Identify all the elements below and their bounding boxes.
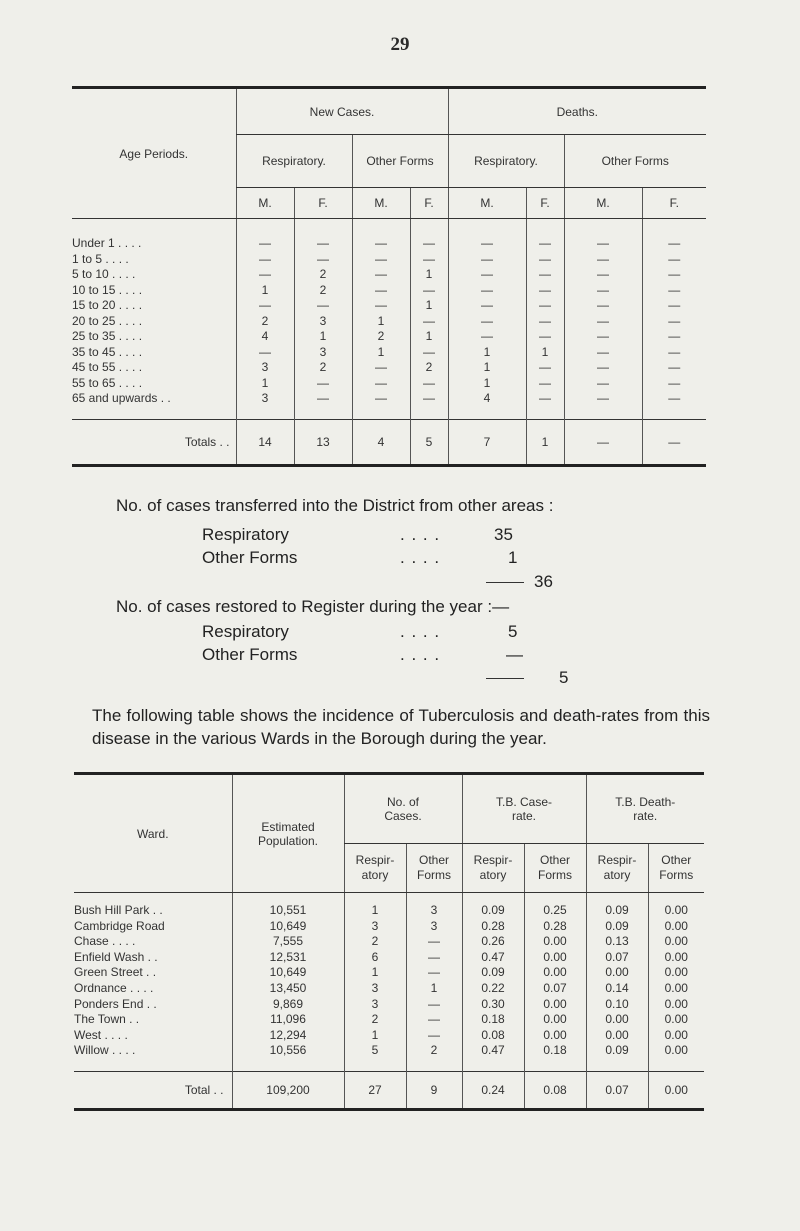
table-cell: —	[448, 283, 526, 299]
table-cell: 1	[448, 360, 526, 376]
table-cell: 0.00	[586, 965, 648, 981]
table-cell: —	[406, 1028, 462, 1044]
header-m: M.	[352, 188, 410, 219]
header-new-other-forms: Other Forms	[352, 135, 448, 188]
totals-cell: 13	[294, 419, 352, 465]
header-other-forms: Other Forms	[524, 844, 586, 893]
header-f: F.	[294, 188, 352, 219]
table-row	[74, 997, 704, 1013]
table-cell: —	[526, 329, 564, 345]
table-cell: 3	[406, 903, 462, 919]
table-cell: 5	[344, 1043, 406, 1059]
table-cell: 0.25	[524, 903, 586, 919]
table-cell: —	[236, 252, 294, 268]
table-cell: 1	[526, 345, 564, 361]
table-row	[74, 965, 704, 981]
table-row	[72, 252, 706, 268]
table-cell: 3	[294, 314, 352, 330]
table-cell: —	[352, 267, 410, 283]
table-row	[72, 345, 706, 361]
table-cell: —	[406, 950, 462, 966]
header-m: M.	[236, 188, 294, 219]
table-cell: 0.00	[648, 997, 704, 1013]
table-cell: 0.47	[462, 1043, 524, 1059]
table-cell: 0.28	[462, 919, 524, 935]
table-cell: —	[352, 283, 410, 299]
table-cell: 1	[352, 314, 410, 330]
population-cell: 12,294	[232, 1028, 344, 1044]
table-cell: —	[564, 298, 642, 314]
table-row	[72, 391, 706, 407]
header-respiratory: Respir- atory	[586, 844, 648, 893]
table-cell: —	[406, 1012, 462, 1028]
table-cell: 6	[344, 950, 406, 966]
table-cell: —	[564, 391, 642, 407]
dot-leader: . . . .	[400, 525, 441, 544]
table-cell: 1	[236, 376, 294, 392]
totals-row	[74, 1071, 704, 1109]
table-cell: —	[352, 376, 410, 392]
table-cell: 0.13	[586, 934, 648, 950]
table-row	[72, 298, 706, 314]
header-respiratory: Respir- atory	[462, 844, 524, 893]
table-cell: 0.00	[524, 1028, 586, 1044]
table-cell: —	[448, 314, 526, 330]
table-row	[74, 903, 704, 919]
age-period-label: 10 to 15 . . . .	[72, 282, 143, 297]
table-cell: 0.07	[586, 950, 648, 966]
table-cell: —	[352, 252, 410, 268]
table-cell: 1	[448, 345, 526, 361]
header-m: M.	[448, 188, 526, 219]
total-population: 109,200	[232, 1071, 344, 1109]
table-cell: —	[564, 360, 642, 376]
table-row	[74, 950, 704, 966]
table-cell: 2	[352, 329, 410, 345]
table-cell: —	[410, 283, 448, 299]
table-cell: —	[642, 298, 706, 314]
table-cell: 1	[344, 965, 406, 981]
table-cell: —	[410, 345, 448, 361]
header-m: M.	[564, 188, 642, 219]
table-cell: 0.00	[524, 950, 586, 966]
table-cell: —	[526, 252, 564, 268]
population-cell: 10,551	[232, 903, 344, 919]
table-cell: —	[410, 376, 448, 392]
table-cell: 0.22	[462, 981, 524, 997]
population-cell: 7,555	[232, 934, 344, 950]
page-number: 29	[390, 34, 410, 55]
table-cell: —	[294, 391, 352, 407]
ward-name: Cambridge Road	[74, 918, 165, 933]
table-cell: —	[526, 236, 564, 252]
totals-cell: 5	[410, 419, 448, 465]
table-cell: 0.00	[648, 919, 704, 935]
age-period-label: 5 to 10 . . . .	[72, 267, 136, 281]
transferred-respiratory-label: Respiratory	[202, 525, 289, 544]
table-cell: —	[448, 298, 526, 314]
table-cell: —	[448, 236, 526, 252]
table-row	[74, 1012, 704, 1028]
header-ward: Ward.	[74, 775, 232, 893]
table-cell: —	[352, 298, 410, 314]
age-period-label: 65 and upwards . .	[72, 391, 171, 405]
ward-name: Enfield Wash . .	[74, 949, 158, 964]
table-cell: 4	[236, 329, 294, 345]
sum-rule	[486, 582, 524, 583]
population-cell: 10,649	[232, 919, 344, 935]
table-row	[72, 329, 706, 345]
header-estimated-population: Estimated Population.	[232, 775, 344, 893]
header-f: F.	[642, 188, 706, 219]
table-row	[74, 1043, 704, 1059]
table-cell: 1	[294, 329, 352, 345]
table-cell: 0.00	[648, 903, 704, 919]
header-deaths-respiratory: Respiratory.	[448, 135, 564, 188]
table-cell: —	[236, 345, 294, 361]
ward-incidence-table	[74, 772, 704, 1111]
table-cell: —	[642, 360, 706, 376]
table-cell: —	[564, 345, 642, 361]
totals-cell: 7	[448, 419, 526, 465]
table-cell: 0.00	[524, 1012, 586, 1028]
totals-cell: 4	[352, 419, 410, 465]
table-cell: —	[236, 298, 294, 314]
table-cell: 2	[344, 934, 406, 950]
table-cell: —	[236, 267, 294, 283]
table-cell: 0.26	[462, 934, 524, 950]
ward-name: West . . . .	[74, 1027, 128, 1042]
age-period-label: 15 to 20 . . . .	[72, 298, 143, 312]
table-cell: —	[526, 267, 564, 283]
restored-other-label: Other Forms	[202, 645, 298, 664]
table-cell: —	[642, 329, 706, 345]
table-cell: 2	[344, 1012, 406, 1028]
header-death-rate: T.B. Death-rate.	[586, 775, 704, 844]
table-cell: 0.00	[524, 965, 586, 981]
table-cell: 3	[344, 981, 406, 997]
totals-cell: 27	[344, 1071, 406, 1109]
table-cell: —	[526, 283, 564, 299]
table-cell: —	[564, 283, 642, 299]
table-cell: 3	[236, 391, 294, 407]
population-cell: 12,531	[232, 950, 344, 966]
table-cell: —	[642, 252, 706, 268]
table-cell: 0.30	[462, 997, 524, 1013]
table-cell: —	[642, 376, 706, 392]
table-cell: —	[526, 314, 564, 330]
total-label: Total . .	[74, 1071, 232, 1109]
table-cell: 0.28	[524, 919, 586, 935]
ward-name: Ponders End . .	[74, 996, 157, 1011]
table-cell: 4	[448, 391, 526, 407]
table-cell: 2	[410, 360, 448, 376]
table-cell: 1	[448, 376, 526, 392]
table-cell: 2	[236, 314, 294, 330]
table-row	[72, 236, 706, 252]
age-period-label: 55 to 65 . . . .	[72, 375, 143, 390]
table-cell: —	[526, 376, 564, 392]
header-f: F.	[410, 188, 448, 219]
table-cell: 0.00	[648, 1012, 704, 1028]
table-cell: 1	[406, 981, 462, 997]
table-cell: —	[564, 236, 642, 252]
table-cell: 1	[344, 903, 406, 919]
restored-respiratory-label: Respiratory	[202, 622, 289, 641]
table-cell: 1	[410, 267, 448, 283]
table-cell: 3	[294, 345, 352, 361]
age-period-label: 45 to 55 . . . .	[72, 360, 143, 374]
table-cell: 0.00	[648, 934, 704, 950]
table-cell: 0.47	[462, 950, 524, 966]
table-row	[74, 981, 704, 997]
table-cell: —	[526, 360, 564, 376]
totals-cell: —	[642, 419, 706, 465]
table-cell: 0.00	[648, 950, 704, 966]
table-cell: 2	[406, 1043, 462, 1059]
table-cell: —	[410, 391, 448, 407]
table-cell: —	[352, 391, 410, 407]
table-cell: —	[406, 997, 462, 1013]
totals-label: Totals . .	[72, 419, 236, 465]
table-row	[72, 360, 706, 376]
dot-leader: . . . .	[400, 548, 441, 567]
table-cell: 3	[406, 919, 462, 935]
table-cell: —	[448, 252, 526, 268]
table-cell: —	[642, 236, 706, 252]
header-other-forms: Other Forms	[406, 844, 462, 893]
totals-cell: 1	[526, 419, 564, 465]
table-row	[72, 267, 706, 283]
ward-name: Chase . . . .	[74, 934, 136, 949]
transferred-other-value: 1	[508, 548, 518, 567]
table-cell: —	[564, 314, 642, 330]
table-cell: 0.00	[648, 1043, 704, 1059]
table-cell: 2	[294, 267, 352, 283]
table-cell: —	[642, 391, 706, 407]
table-cell: 0.00	[524, 997, 586, 1013]
ward-name: Ordnance . . . .	[74, 980, 154, 995]
table-cell: 0.09	[586, 919, 648, 935]
population-cell: 11,096	[232, 1012, 344, 1028]
table-cell: 0.10	[586, 997, 648, 1013]
transferred-other-label: Other Forms	[202, 548, 298, 567]
table-row	[74, 919, 704, 935]
table-cell: —	[236, 236, 294, 252]
age-period-label: Under 1 . . . .	[72, 236, 142, 250]
table-cell: 3	[344, 997, 406, 1013]
restored-heading: No. of cases restored to Register during the year :—	[116, 597, 510, 616]
table-row	[72, 376, 706, 392]
transferred-total: 36	[534, 572, 553, 591]
totals-cell: 0.00	[648, 1071, 704, 1109]
table-cell: 1	[352, 345, 410, 361]
table-row	[74, 1028, 704, 1044]
table-cell: —	[448, 267, 526, 283]
header-new-respiratory: Respiratory.	[236, 135, 352, 188]
population-cell: 13,450	[232, 981, 344, 997]
table-cell: 0.08	[462, 1028, 524, 1044]
table-cell: —	[642, 283, 706, 299]
table-row	[72, 283, 706, 299]
ward-name: Green Street . .	[74, 965, 157, 980]
header-case-rate: T.B. Case-rate.	[462, 775, 586, 844]
header-respiratory: Respir- atory	[344, 844, 406, 893]
restored-respiratory-value: 5	[508, 622, 518, 641]
new-cases-deaths-table	[72, 86, 706, 467]
dot-leader: . . . .	[400, 645, 441, 664]
age-period-label: 1 to 5 . . . .	[72, 251, 129, 266]
table-cell: —	[352, 360, 410, 376]
intro-paragraph: The following table shows the incidence of Tuberculosis and death-rates from this disease in the various Wards in the Borough during the year.	[92, 706, 710, 748]
table-cell: 2	[294, 283, 352, 299]
totals-row	[72, 419, 706, 465]
table-cell: 0.00	[586, 1028, 648, 1044]
totals-cell: 14	[236, 419, 294, 465]
table-cell: —	[526, 391, 564, 407]
table-cell: 0.09	[586, 1043, 648, 1059]
table-cell: —	[642, 267, 706, 283]
sum-rule	[486, 678, 524, 679]
header-deaths-other-forms: Other Forms	[564, 135, 706, 188]
table-cell: —	[564, 267, 642, 283]
table-cell: —	[294, 298, 352, 314]
totals-cell: —	[564, 419, 642, 465]
restored-total: 5	[559, 668, 569, 687]
table-cell: —	[294, 252, 352, 268]
population-cell: 10,649	[232, 965, 344, 981]
table-cell: 0.00	[648, 965, 704, 981]
age-period-label: 20 to 25 . . . .	[72, 313, 143, 328]
table-cell: —	[526, 298, 564, 314]
header-no-of-cases: No. of Cases.	[344, 775, 462, 844]
table-cell: 0.09	[462, 965, 524, 981]
header-new-cases: New Cases.	[236, 89, 448, 135]
table-cell: —	[642, 314, 706, 330]
table-cell: —	[564, 329, 642, 345]
header-deaths: Deaths.	[448, 89, 706, 135]
population-cell: 10,556	[232, 1043, 344, 1059]
table-row	[72, 314, 706, 330]
table-cell: 0.07	[524, 981, 586, 997]
transferred-respiratory-value: 35	[494, 525, 513, 544]
table-cell: 1	[410, 298, 448, 314]
restored-other-value: —	[506, 645, 523, 664]
header-other-forms: Other Forms	[648, 844, 704, 893]
totals-cell: 0.24	[462, 1071, 524, 1109]
table-cell: —	[294, 236, 352, 252]
table-cell: 0.14	[586, 981, 648, 997]
totals-cell: 0.08	[524, 1071, 586, 1109]
table-cell: —	[352, 236, 410, 252]
table-cell: —	[642, 345, 706, 361]
transferred-heading: No. of cases transferred into the District from other areas :	[116, 496, 554, 515]
table-cell: —	[410, 252, 448, 268]
header-f: F.	[526, 188, 564, 219]
table-cell: 0.00	[524, 934, 586, 950]
table-cell: 0.00	[648, 1028, 704, 1044]
totals-cell: 9	[406, 1071, 462, 1109]
ward-name: Bush Hill Park . .	[74, 903, 163, 917]
dot-leader: . . . .	[400, 622, 441, 641]
totals-cell: 0.07	[586, 1071, 648, 1109]
table-cell: 3	[344, 919, 406, 935]
table-cell: 0.18	[462, 1012, 524, 1028]
table-cell: 0.00	[648, 981, 704, 997]
ward-name: The Town . .	[74, 1012, 140, 1027]
table-cell: 2	[294, 360, 352, 376]
table-cell: 0.09	[586, 903, 648, 919]
table-cell: 0.00	[586, 1012, 648, 1028]
table-cell: —	[294, 376, 352, 392]
header-age-periods: Age Periods.	[72, 89, 236, 219]
table-cell: —	[448, 329, 526, 345]
table-cell: —	[406, 934, 462, 950]
population-cell: 9,869	[232, 997, 344, 1013]
age-period-label: 35 to 45 . . . .	[72, 344, 143, 359]
table-cell: 3	[236, 360, 294, 376]
table-cell: —	[564, 252, 642, 268]
table-cell: —	[410, 236, 448, 252]
ward-name: Willow . . . .	[74, 1043, 136, 1058]
age-period-label: 25 to 35 . . . .	[72, 329, 143, 343]
table-row	[74, 934, 704, 950]
table-cell: 1	[236, 283, 294, 299]
table-cell: —	[406, 965, 462, 981]
table-cell: —	[410, 314, 448, 330]
table-cell: 0.09	[462, 903, 524, 919]
table-cell: 1	[344, 1028, 406, 1044]
table-cell: —	[564, 376, 642, 392]
table-cell: 0.18	[524, 1043, 586, 1059]
table-cell: 1	[410, 329, 448, 345]
